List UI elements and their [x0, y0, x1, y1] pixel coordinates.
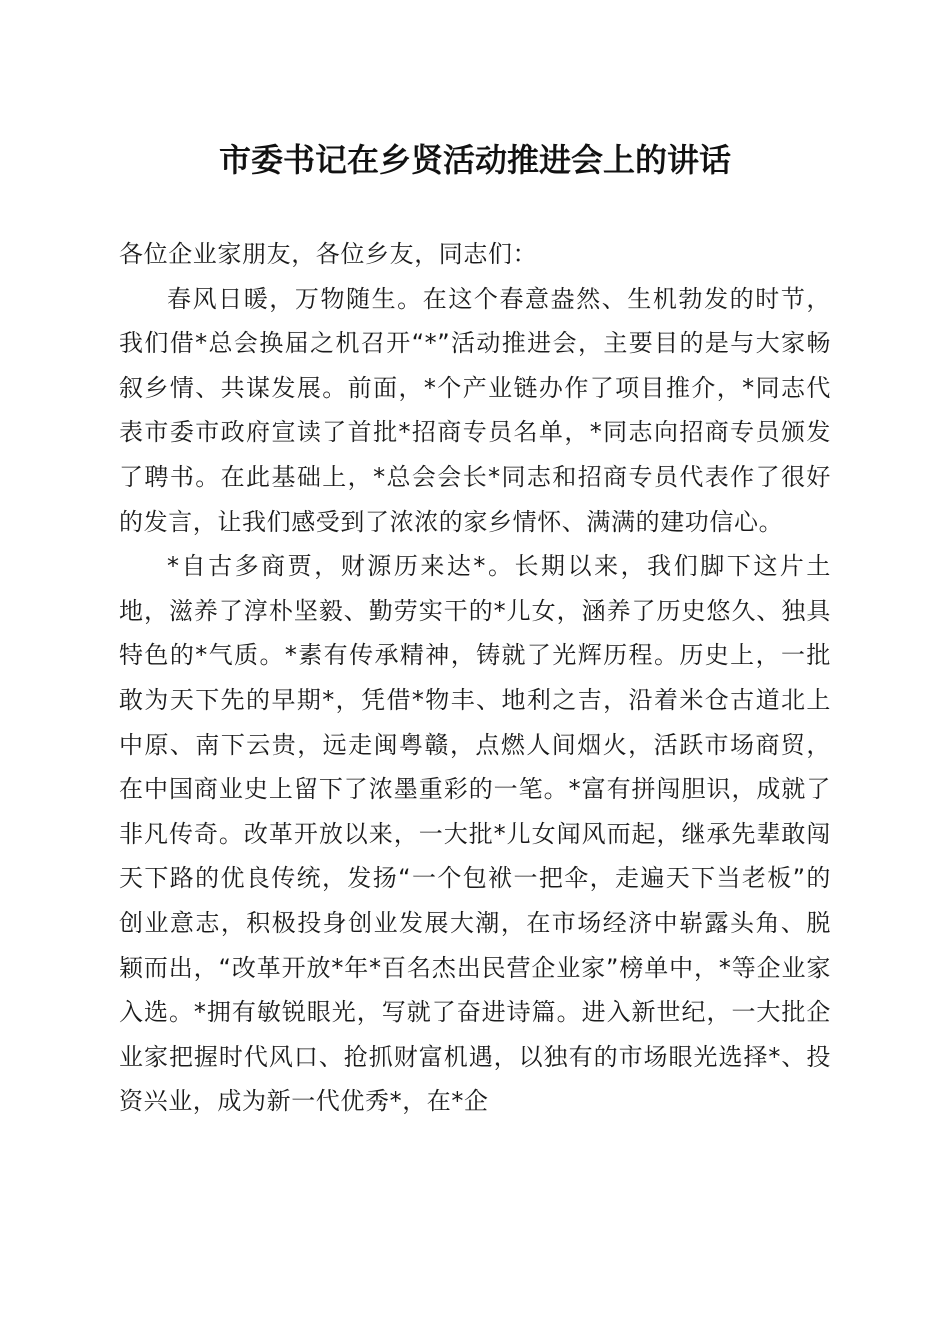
salutation: 各位企业家朋友，各位乡友，同志们： [119, 240, 538, 268]
document-title: 市委书记在乡贤活动推进会上的讲话 [218, 141, 731, 179]
document-body [119, 232, 831, 1124]
paragraph: 春风日暖，万物随生。在这个春意盎然、生机勃发的时节，我们借*总会换届之机召开“*”活动推进会，主要目的是与大家畅叙乡情、共谋发展。前面，*个产业链办作了项目推介，*同志代表市委市政府宣读了首批*招商专员名单，*同志向招商专员颁发了聘书。在此基础上，*总会会长*同志和招商专员代表作了很好的发言，让我们感受到了浓浓的家乡情怀、满满的建功信心。 [119, 284, 831, 536]
paragraph: *自古多商贾，财源历来达*。长期以来，我们脚下这片土地，滋养了淳朴坚毅、勤劳实干的*儿女，涵养了历史悠久、独具特色的*气质。*素有传承精神，铸就了光辉历程。历史上，一批敢为天下先的早期*，凭借*物丰、地利之吉，沿着米仓古道北上中原、南下云贵，远走闽粤赣，点燃人间烟火，活跃市场商贸，在中国商业史上留下了浓墨重彩的一笔。*富有拼闯胆识，成就了非凡传奇。改革开放以来，一大批*儿女闻风而起，继承先辈敢闯天下路的优良传统，发扬“一个包袱一把伞，走遍天下当老板”的创业意志，积极投身创业发展大潮，在市场经济中崭露头角、脱颖而出，“改革开放*年*百名杰出民营企业家”榜单中，*等企业家入选。*拥有敏锐眼光，写就了奋进诗篇。进入新世纪，一大批企业家把握时代风口、抢抓财富机遇，以独有的市场眼光选择*、投资兴业，成为新一代优秀*，在*企 [119, 552, 831, 1116]
